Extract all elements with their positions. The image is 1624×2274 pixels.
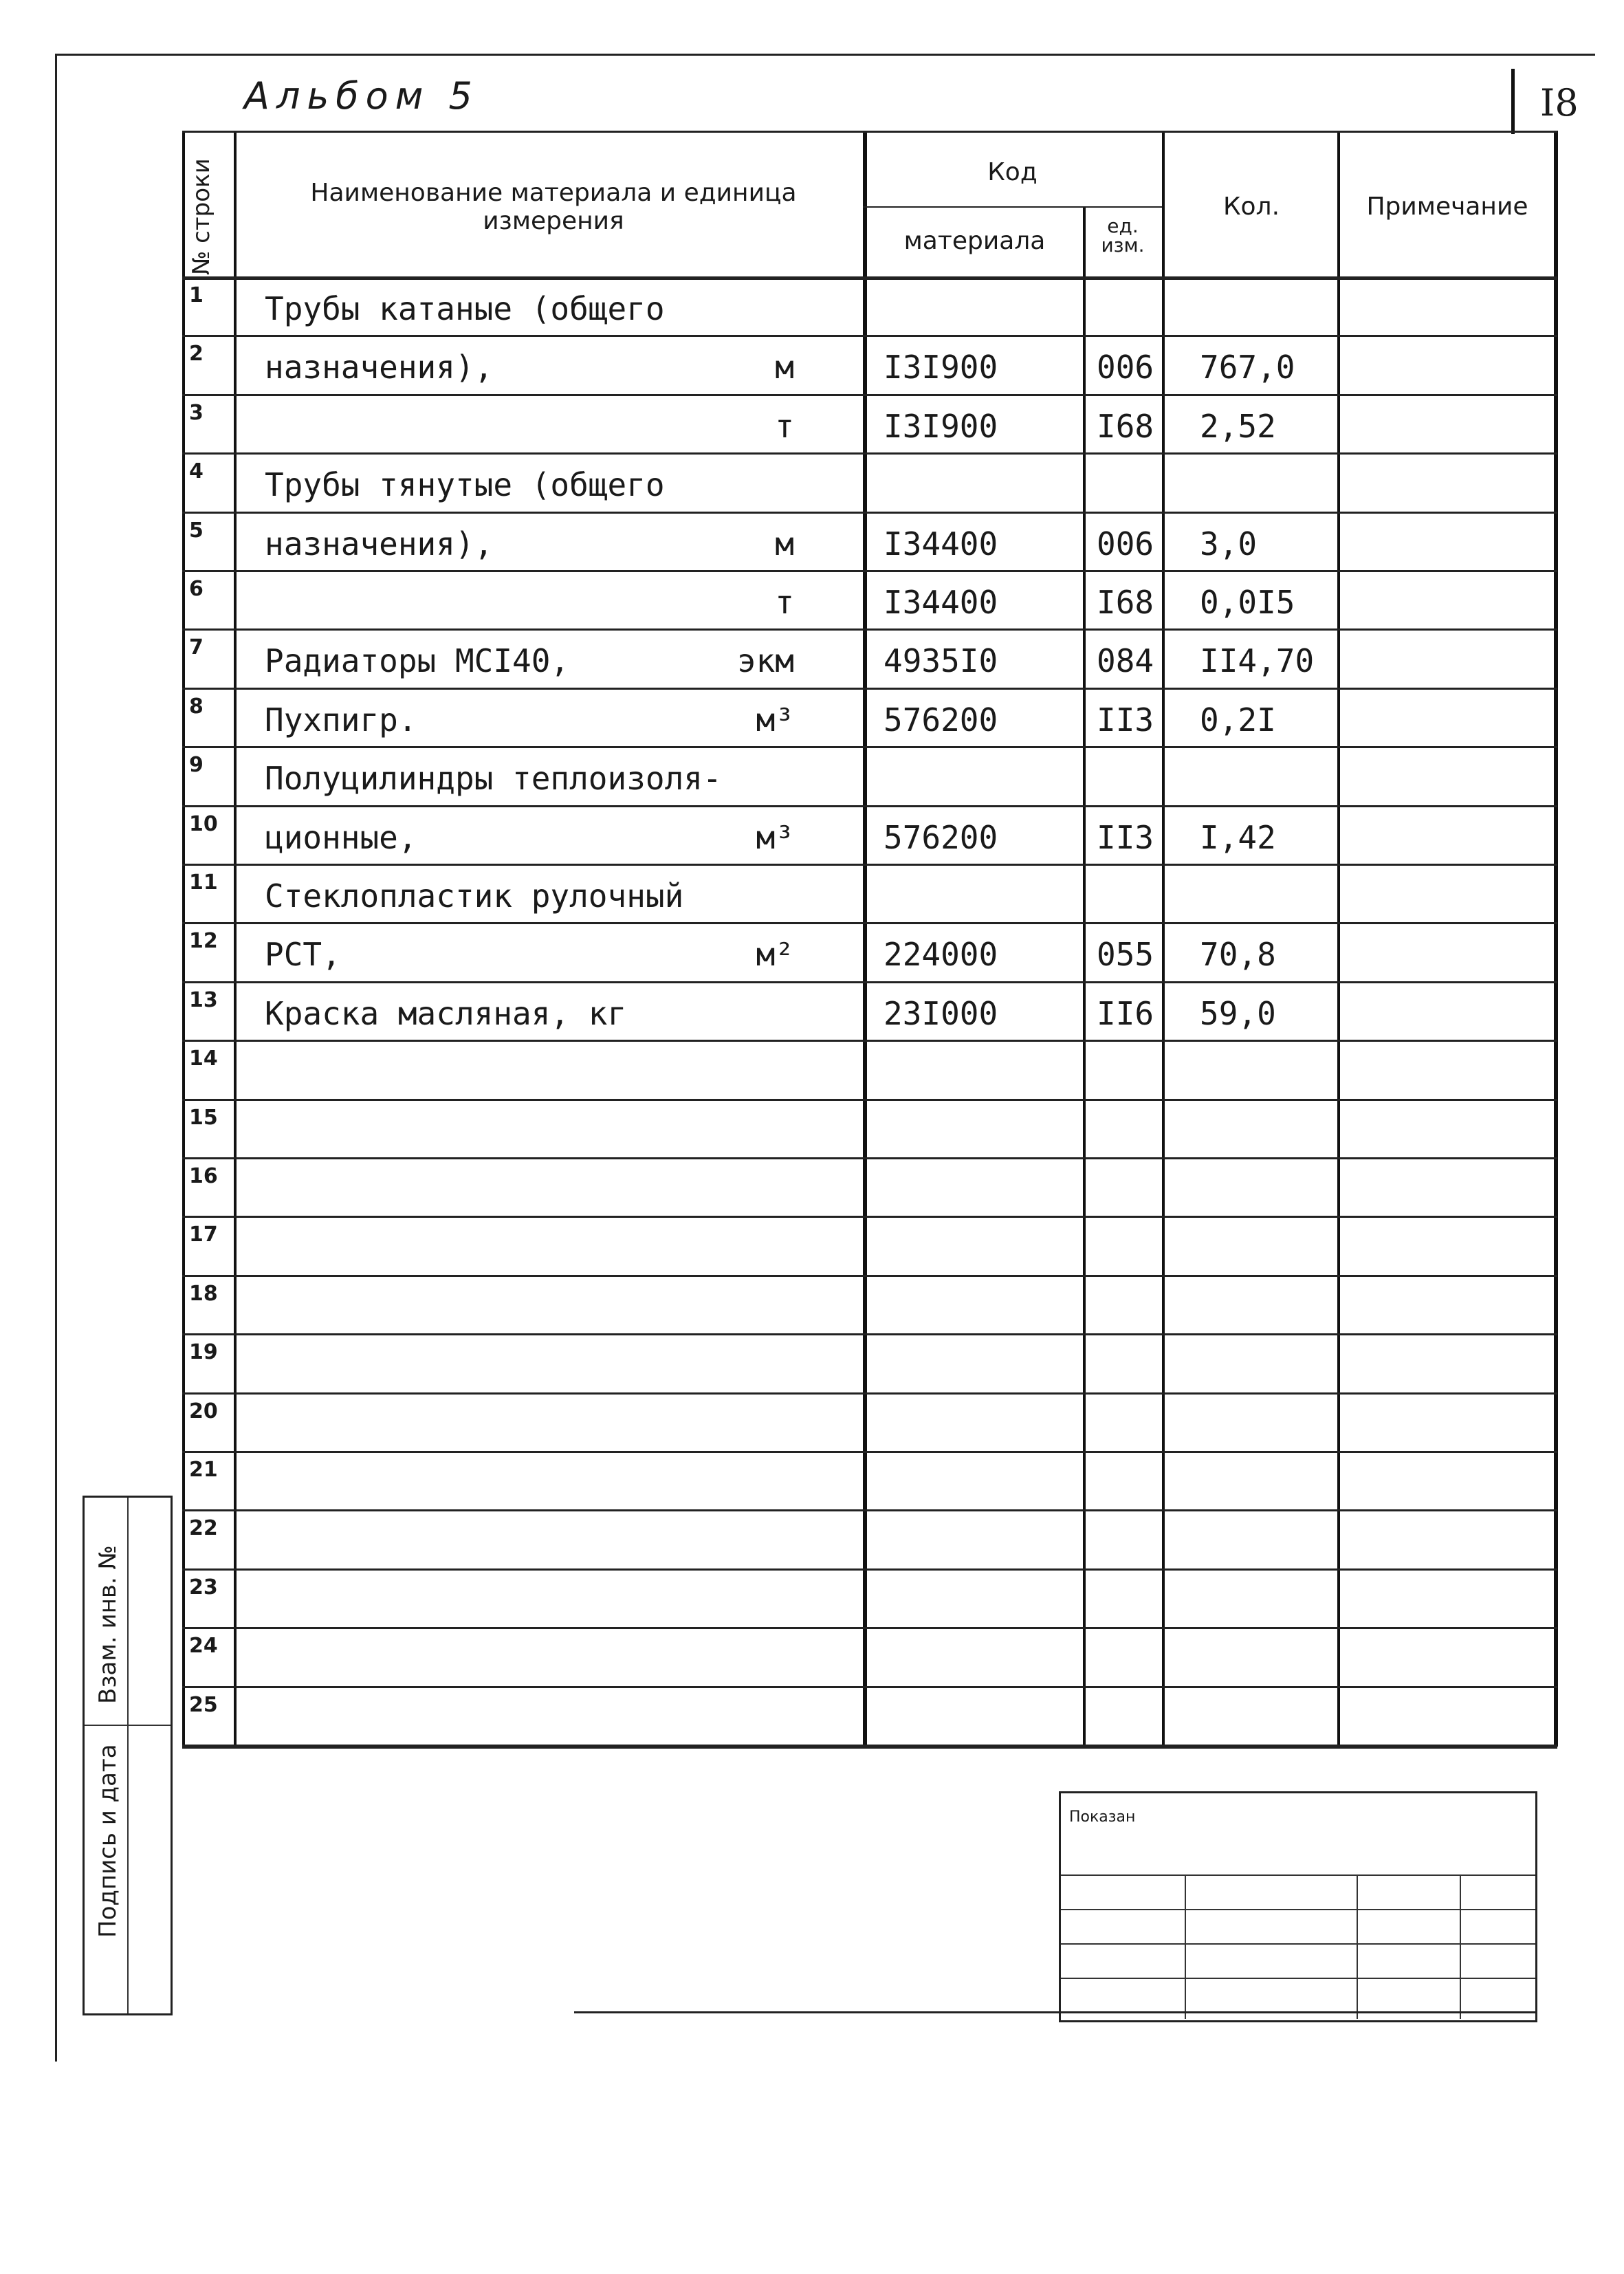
row-material-name: РСТ, xyxy=(265,936,341,974)
row-unit-code: I68 xyxy=(1097,584,1154,621)
row-unit: м³ xyxy=(756,818,794,856)
row-unit-code: II3 xyxy=(1097,701,1154,739)
row-line xyxy=(182,1686,1557,1688)
table-border-top xyxy=(182,131,1557,133)
side-stamp-box xyxy=(83,1496,173,2015)
row-quantity: 767,0 xyxy=(1200,349,1295,386)
row-number: 25 xyxy=(189,1692,218,1717)
row-number: 4 xyxy=(189,459,204,484)
row-material-name: Трубы тянутые (общего xyxy=(265,466,665,504)
row-material-name: назначения), xyxy=(265,349,494,386)
row-number: 12 xyxy=(189,929,218,954)
code-subheader-line xyxy=(863,206,1162,208)
row-line xyxy=(182,512,1557,514)
row-material-code: 4935I0 xyxy=(884,642,998,680)
row-number: 7 xyxy=(189,635,204,660)
row-unit-code: 006 xyxy=(1097,525,1154,562)
col-divider-name xyxy=(863,131,867,1747)
row-line xyxy=(182,1216,1557,1218)
row-material-name: Радиаторы МСI40, xyxy=(265,642,570,680)
row-line xyxy=(182,628,1557,631)
row-material-name: назначения), xyxy=(265,525,494,562)
row-unit: т xyxy=(775,584,794,621)
row-line xyxy=(182,452,1557,455)
row-number: 11 xyxy=(189,871,218,895)
page-number: I8 xyxy=(1540,81,1579,124)
row-material-code: 23I000 xyxy=(884,994,998,1032)
row-number: 8 xyxy=(189,694,204,719)
stamp-line-1 xyxy=(1061,1874,1535,1876)
row-material-code: I3I900 xyxy=(884,349,998,386)
row-line xyxy=(182,570,1557,572)
row-material-code: I34400 xyxy=(884,525,998,562)
album-title: Альбом 5 xyxy=(244,74,479,118)
stamp-line-2 xyxy=(1061,1909,1535,1910)
table-border-left xyxy=(182,131,185,1747)
row-number: 20 xyxy=(189,1399,218,1423)
row-line xyxy=(182,864,1557,866)
row-material-code: 224000 xyxy=(884,936,998,974)
row-number: 9 xyxy=(189,753,204,778)
row-line xyxy=(182,1099,1557,1101)
row-line xyxy=(182,1392,1557,1395)
row-quantity: 59,0 xyxy=(1200,994,1276,1032)
row-material-name: Стеклопластик рулочный xyxy=(265,877,684,915)
header-note: Примечание xyxy=(1366,193,1528,221)
stamp-col-1 xyxy=(1185,1874,1186,2019)
row-line xyxy=(182,922,1557,924)
row-material-code: I3I900 xyxy=(884,407,998,445)
row-unit: м² xyxy=(756,936,794,974)
stamp-col-3 xyxy=(1460,1874,1461,2019)
row-line xyxy=(182,1040,1557,1042)
row-material-name: Трубы катаные (общего xyxy=(265,290,665,327)
row-quantity: 0,2I xyxy=(1200,701,1276,739)
row-number: 1 xyxy=(189,283,204,307)
row-line xyxy=(182,981,1557,983)
row-number: 13 xyxy=(189,987,218,1012)
row-unit: м xyxy=(775,525,794,562)
row-material-code: 576200 xyxy=(884,818,998,856)
row-quantity: 2,52 xyxy=(1200,407,1276,445)
row-number: 16 xyxy=(189,1164,218,1188)
page-frame-top xyxy=(55,54,1595,56)
row-unit-code: II6 xyxy=(1097,994,1154,1032)
col-divider-qty xyxy=(1337,131,1340,1747)
row-line xyxy=(182,1157,1557,1159)
row-quantity: 0,0I5 xyxy=(1200,584,1295,621)
row-number: 5 xyxy=(189,518,204,543)
row-line xyxy=(182,688,1557,690)
stamp-line-3 xyxy=(1061,1943,1535,1945)
row-line xyxy=(182,1333,1557,1335)
header-quantity: Кол. xyxy=(1222,193,1280,221)
stamp-label: Показан xyxy=(1069,1808,1136,1826)
row-quantity: 3,0 xyxy=(1200,525,1258,562)
row-material-name: ционные, xyxy=(265,818,417,856)
col-divider-material xyxy=(1083,206,1086,1747)
row-line xyxy=(182,1275,1557,1277)
side-inv-label: Взам. инв. № xyxy=(94,1545,122,1704)
header-name: Наименование материала и единица измерения xyxy=(310,179,797,235)
row-quantity: I,42 xyxy=(1200,818,1276,856)
row-unit: экм xyxy=(736,642,794,680)
row-unit: м³ xyxy=(756,701,794,739)
row-unit-code: II3 xyxy=(1097,818,1154,856)
page-number-divider xyxy=(1511,69,1515,134)
stamp-line-4 xyxy=(1061,1978,1535,1979)
row-quantity: II4,70 xyxy=(1200,642,1315,680)
row-line xyxy=(182,1568,1557,1571)
row-line xyxy=(182,1451,1557,1453)
row-number: 2 xyxy=(189,342,204,367)
row-material-name: Полуцилиндры теплоизоля- xyxy=(265,760,722,798)
side-divider xyxy=(127,1498,129,2013)
header-row-number: № строки xyxy=(188,158,215,275)
row-line xyxy=(182,394,1557,396)
header-bottom-line xyxy=(182,276,1557,280)
header-code: Код xyxy=(987,158,1038,186)
row-line xyxy=(182,746,1557,748)
header-material-code: материала xyxy=(903,227,1046,255)
row-line xyxy=(182,335,1557,337)
row-number: 3 xyxy=(189,400,204,425)
row-number: 15 xyxy=(189,1105,218,1130)
row-line xyxy=(182,1745,1557,1747)
stamp-col-2 xyxy=(1357,1874,1358,2019)
row-number: 17 xyxy=(189,1223,218,1247)
title-stamp xyxy=(1059,1791,1537,2022)
row-number: 24 xyxy=(189,1634,218,1659)
row-number: 19 xyxy=(189,1340,218,1365)
row-number: 23 xyxy=(189,1575,218,1599)
row-number: 21 xyxy=(189,1458,218,1482)
row-material-name: Пухпигр. xyxy=(265,701,417,739)
row-unit: т xyxy=(775,407,794,445)
row-unit-code: I68 xyxy=(1097,407,1154,445)
row-line xyxy=(182,1627,1557,1629)
row-line xyxy=(182,1509,1557,1511)
row-material-code: I34400 xyxy=(884,584,998,621)
row-line xyxy=(182,805,1557,807)
row-unit-code: 084 xyxy=(1097,642,1154,680)
row-unit-code: 055 xyxy=(1097,936,1154,974)
row-number: 6 xyxy=(189,577,204,601)
col-divider-rownum xyxy=(234,131,237,1747)
page-frame-left xyxy=(55,54,57,2062)
row-quantity: 70,8 xyxy=(1200,936,1276,974)
table-border-right xyxy=(1554,131,1558,1747)
col-divider-unit xyxy=(1162,131,1165,1747)
row-number: 22 xyxy=(189,1516,218,1541)
row-material-code: 576200 xyxy=(884,701,998,739)
row-number: 14 xyxy=(189,1047,218,1071)
side-sign-label: Подпись и дата xyxy=(94,1744,122,1938)
row-unit-code: 006 xyxy=(1097,349,1154,386)
row-number: 18 xyxy=(189,1281,218,1306)
side-hline xyxy=(85,1725,171,1726)
bottom-frame-line xyxy=(574,2011,1537,2013)
row-unit: м xyxy=(775,349,794,386)
header-unit-code: ед. изм. xyxy=(1101,215,1145,256)
materials-table xyxy=(182,131,1557,1747)
row-number: 10 xyxy=(189,811,218,836)
row-material-name: Краска масляная, кг xyxy=(265,994,627,1032)
